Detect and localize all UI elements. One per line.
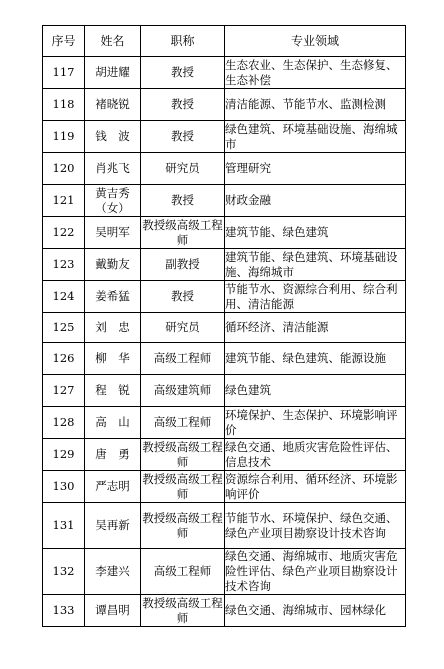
title-cell: 教授 xyxy=(141,121,225,153)
title-cell: 教授 xyxy=(141,57,225,89)
serial-number-cell: 118 xyxy=(43,89,85,121)
field-cell: 绿色交通、海绵城市、地质灾害危险性评估、绿色产业项目勘察设计技术咨询 xyxy=(225,549,406,595)
table-row xyxy=(43,121,406,153)
header-title: 职称 xyxy=(141,26,225,57)
title-cell: 研究员 xyxy=(141,313,225,343)
name-cell: 钱 波 xyxy=(85,121,141,153)
serial-number-cell: 128 xyxy=(43,407,85,439)
name-cell: 褚晓锐 xyxy=(85,89,141,121)
name-cell: 黄吉秀（女） xyxy=(85,185,141,217)
serial-number-cell: 117 xyxy=(43,57,85,89)
field-cell: 资源综合利用、循环经济、环境影响评价 xyxy=(225,471,406,503)
field-cell: 节能节水、环境保护、绿色交通、绿色产业项目勘察设计技术咨询 xyxy=(225,503,406,549)
table-row xyxy=(43,281,406,313)
serial-number-cell: 125 xyxy=(43,313,85,343)
field-cell: 绿色建筑、环境基础设施、海绵城市 xyxy=(225,121,406,153)
title-cell: 高级工程师 xyxy=(141,343,225,375)
name-cell: 肖兆飞 xyxy=(85,153,141,185)
field-cell: 建筑节能、绿色建筑 xyxy=(225,217,406,249)
title-cell: 教授级高级工程师 xyxy=(142,471,223,501)
table-row xyxy=(43,549,406,595)
header-field: 专业领域 xyxy=(225,26,406,57)
table-row xyxy=(43,595,406,627)
serial-number-cell: 132 xyxy=(43,549,85,595)
title-cell: 教授级高级工程师 xyxy=(142,439,223,469)
field-cell: 绿色交通、地质灾害危险性评估、信息技术 xyxy=(225,439,406,471)
name-cell: 姜希猛 xyxy=(85,281,141,313)
serial-number-cell: 119 xyxy=(43,121,85,153)
serial-number-cell: 133 xyxy=(43,595,85,627)
table-row xyxy=(43,343,406,375)
table-row xyxy=(43,313,406,343)
name-cell: 高 山 xyxy=(85,407,141,439)
serial-number-cell: 127 xyxy=(43,375,85,407)
table-row xyxy=(43,249,406,281)
serial-number-cell: 123 xyxy=(43,249,85,281)
table-header-row xyxy=(43,26,406,57)
expert-roster-table xyxy=(42,25,406,627)
table-row xyxy=(43,375,406,407)
serial-number-cell: 122 xyxy=(43,217,85,249)
name-cell: 戴勤友 xyxy=(85,249,141,281)
name-cell: 刘 忠 xyxy=(85,313,141,343)
serial-number-cell: 129 xyxy=(43,439,85,471)
title-cell: 高级工程师 xyxy=(141,549,225,595)
table-row xyxy=(43,185,406,217)
name-cell: 吴明军 xyxy=(85,217,141,249)
table-row xyxy=(43,439,406,471)
title-cell: 教授 xyxy=(141,185,225,217)
field-cell: 管理研究 xyxy=(225,153,406,185)
title-cell: 教授 xyxy=(141,281,225,313)
serial-number-cell: 126 xyxy=(43,343,85,375)
title-cell: 教授级高级工程师 xyxy=(141,503,225,549)
name-cell: 唐 勇 xyxy=(85,439,141,471)
field-cell: 环境保护、生态保护、环境影响评价 xyxy=(225,407,406,439)
name-cell: 谭昌明 xyxy=(85,595,141,627)
title-cell: 高级建筑师 xyxy=(141,375,225,407)
name-cell: 程 锐 xyxy=(85,375,141,407)
header-serial-number: 序号 xyxy=(43,26,85,57)
title-cell: 教授 xyxy=(141,89,225,121)
title-cell: 高级工程师 xyxy=(141,407,225,439)
serial-number-cell: 120 xyxy=(43,153,85,185)
table-row xyxy=(43,153,406,185)
field-cell: 清洁能源、节能节水、监测检测 xyxy=(225,89,406,121)
name-cell: 胡进耀 xyxy=(85,57,141,89)
field-cell: 绿色建筑 xyxy=(225,375,406,407)
field-cell: 财政金融 xyxy=(225,185,406,217)
table-row xyxy=(43,57,406,89)
table-row xyxy=(43,89,406,121)
table-row xyxy=(43,407,406,439)
table-row xyxy=(43,471,406,503)
title-cell: 副教授 xyxy=(141,249,225,281)
field-cell: 节能节水、资源综合利用、综合利用、清洁能源 xyxy=(225,281,406,313)
header-name: 姓名 xyxy=(85,26,141,57)
serial-number-cell: 130 xyxy=(43,471,85,503)
title-cell: 教授级高级工程师 xyxy=(142,217,223,247)
title-cell: 研究员 xyxy=(141,153,225,185)
field-cell: 绿色交通、海绵城市、园林绿化 xyxy=(225,595,406,627)
field-cell: 建筑节能、绿色建筑、环境基础设施、海绵城市 xyxy=(225,249,406,281)
field-cell: 循环经济、清洁能源 xyxy=(225,313,406,343)
serial-number-cell: 121 xyxy=(43,185,85,217)
table-row xyxy=(43,503,406,549)
name-cell: 吴再新 xyxy=(85,503,141,549)
name-cell: 李建兴 xyxy=(85,549,141,595)
table-body xyxy=(43,57,406,627)
field-cell: 建筑节能、绿色建筑、能源设施 xyxy=(225,343,406,375)
field-cell: 生态农业、生态保护、生态修复、生态补偿 xyxy=(225,57,406,89)
table-row xyxy=(43,217,406,249)
serial-number-cell: 124 xyxy=(43,281,85,313)
title-cell: 教授级高级工程师 xyxy=(142,595,223,625)
serial-number-cell: 131 xyxy=(43,503,85,549)
name-cell: 柳 华 xyxy=(85,343,141,375)
name-cell: 严志明 xyxy=(85,471,141,503)
